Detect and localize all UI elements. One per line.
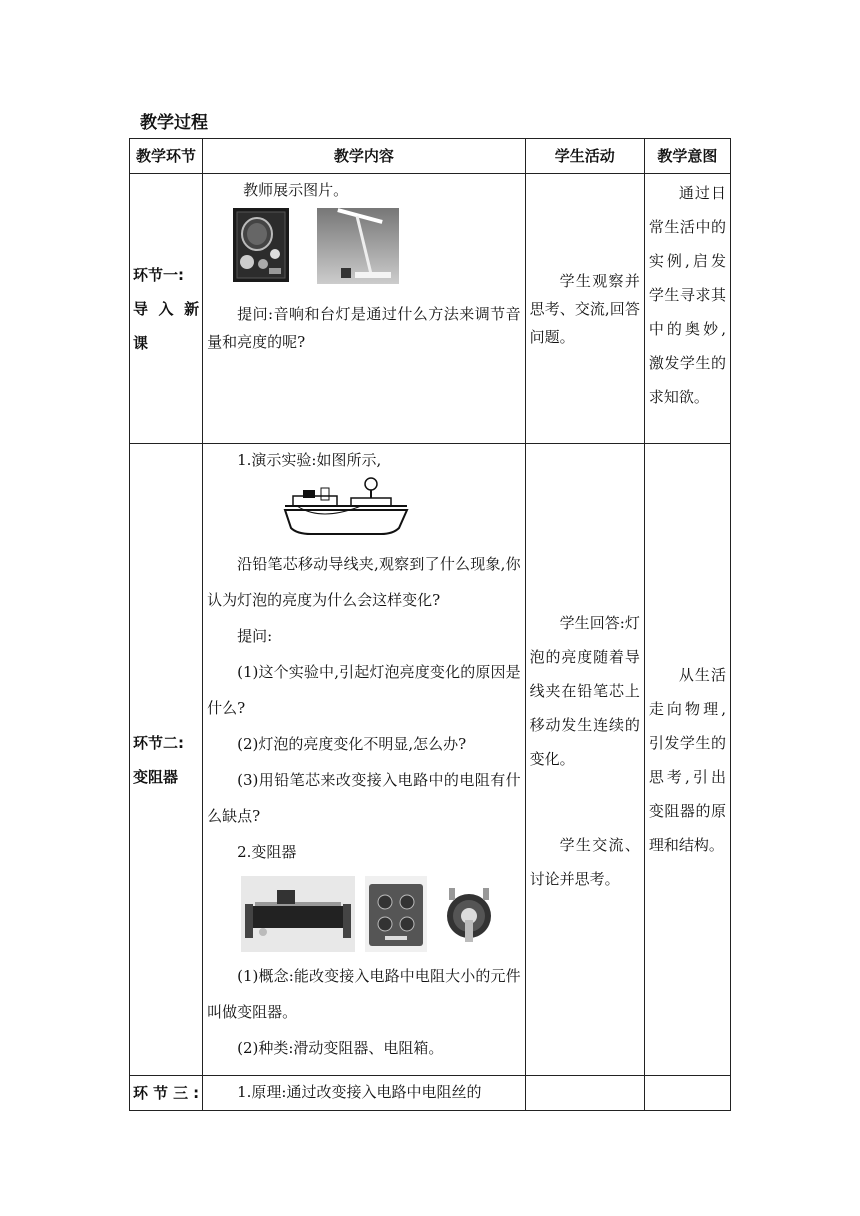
content-paragraph: 提问:音响和台灯是通过什么方法来调节音量和亮度的呢? (207, 305, 521, 351)
activity-cell: 学生回答:灯泡的亮度随着导线夹在铅笔芯上移动发生连续的变化。 学生交流、讨论并思考。 (525, 444, 644, 1076)
potentiometer-image (437, 876, 501, 952)
column-header: 学生活动 (525, 139, 644, 174)
activity-cell: 学生观察并思考、交流,回答问题。 (525, 174, 644, 444)
section-heading: 教学过程 (140, 113, 208, 133)
sliding-rheostat-image (241, 876, 355, 952)
column-header: 教学环节 (130, 139, 203, 174)
content-paragraph: 沿铅笔芯移动导线夹,观察到了什么现象,你认为灯泡的亮度为什么会这样变化? (207, 555, 521, 609)
table-row (130, 174, 731, 444)
column-header: 教学内容 (203, 139, 526, 174)
content-paragraph: 1.演示实验:如图所示, (237, 451, 382, 469)
image-row (207, 208, 521, 284)
column-header: 教学意图 (644, 139, 730, 174)
experiment-diagram (281, 476, 411, 536)
content-paragraph: (2)种类:滑动变阻器、电阻箱。 (237, 1039, 444, 1057)
desk-lamp-image (317, 208, 399, 284)
activity-cell (525, 1076, 644, 1111)
content-paragraph: 2.变阻器 (237, 843, 297, 861)
stage-cell: 环节三: (130, 1076, 203, 1111)
intent-cell (644, 1076, 730, 1111)
intent-cell: 通过日常生活中的实例,启发学生寻求其中的奥妙,激发学生的求知欲。 (644, 174, 730, 444)
intent-cell: 从生活走向物理,引发学生的思考,引出变阻器的原理和结构。 (644, 444, 730, 1076)
stage-cell: 环节一: 导 入 新 课 (130, 174, 203, 444)
content-paragraph: 提问: (237, 627, 273, 645)
resistance-box-image (365, 876, 427, 952)
lesson-table (129, 138, 731, 1111)
content-paragraph: (1)概念:能改变接入电路中电阻大小的元件叫做变阻器。 (207, 967, 521, 1021)
table-row (130, 444, 731, 1076)
content-paragraph: 教师展示图片。 (243, 181, 349, 199)
speaker-image (233, 208, 289, 282)
content-cell (203, 1076, 526, 1111)
content-cell (203, 174, 526, 444)
content-cell (203, 444, 526, 1076)
image-row (207, 876, 521, 952)
content-paragraph: (1)这个实验中,引起灯泡亮度变化的原因是什么? (207, 663, 521, 717)
table-header-row (130, 139, 731, 174)
content-paragraph: (3)用铅笔芯来改变接入电路中的电阻有什么缺点? (207, 771, 521, 825)
content-paragraph: 1.原理:通过改变接入电路中电阻丝的 (237, 1083, 482, 1101)
table-row (130, 1076, 731, 1111)
stage-cell: 环节二: 变阻器 (130, 444, 203, 1076)
content-paragraph: (2)灯泡的亮度变化不明显,怎么办? (237, 735, 467, 753)
